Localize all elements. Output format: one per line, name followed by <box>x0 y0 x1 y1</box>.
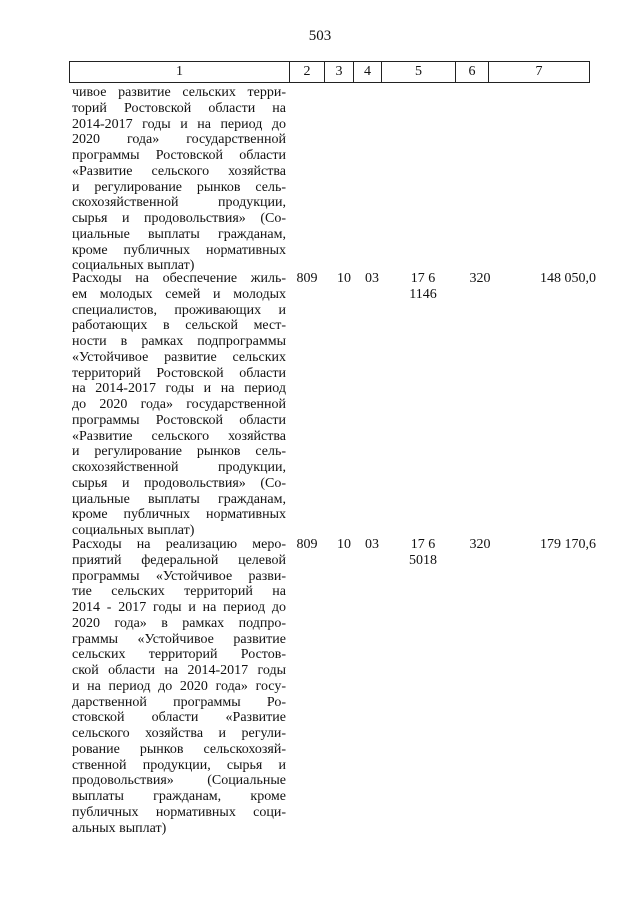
description-line: сырья и продовольствия» (Со- <box>72 475 286 491</box>
description-line: дарственной программы Ро- <box>72 694 286 710</box>
description-line: на 2014-2017 годы и на период <box>72 381 286 397</box>
description-line: кроме публичных нормативных <box>72 507 286 523</box>
page-number: 503 <box>308 28 332 44</box>
description-line: ской области на 2014-2017 годы <box>72 663 286 678</box>
description-line: рование рынков сельскохозяй- <box>72 741 286 757</box>
description-line: работающих в сельской мест- <box>72 318 286 334</box>
row-description <box>72 537 286 836</box>
description-line: циальные выплаты гражданам, <box>72 226 286 242</box>
description-line: Расходы на реализацию меро- <box>72 537 286 552</box>
cell-c3: 10 <box>337 271 351 286</box>
description-line: 2020 года» в рамках подпро- <box>72 615 286 631</box>
description-line: «Устойчивое развитие сельских <box>72 349 286 365</box>
cell-c5: 17 6 1146 <box>409 271 437 302</box>
header-col-3: 3 <box>325 62 354 82</box>
cell-c6: 320 <box>469 537 491 552</box>
cell-amount: 148 050,0 <box>540 271 596 286</box>
description-line: социальных выплат) <box>72 258 195 274</box>
description-line: публичных нормативных соци- <box>72 804 286 820</box>
description-line: программы Ростовской области <box>72 412 286 428</box>
description-line: продовольствия» (Социальные <box>72 773 286 789</box>
description-line: скохозяйственной продукции, <box>72 195 286 211</box>
description-line: ственной продукции, сырья и <box>72 757 286 773</box>
description-line: и регулирование рынков сель- <box>72 179 286 195</box>
description-line: «Развитие сельского хозяйства <box>72 163 286 179</box>
description-line: сельских территорий Ростов- <box>72 647 286 663</box>
cell-c5: 17 6 5018 <box>409 537 437 568</box>
table-header <box>69 61 590 83</box>
description-line: и регулирование рынков сель- <box>72 444 286 460</box>
description-line: специалистов, проживающих и <box>72 302 286 318</box>
description-line: циальные выплаты гражданам, <box>72 491 286 507</box>
description-line: территорий Ростовской области <box>72 365 286 381</box>
header-col-1: 1 <box>70 62 290 82</box>
description-line: программы Ростовской области <box>72 148 286 163</box>
cell-c6: 320 <box>469 271 491 286</box>
row-description <box>72 271 286 539</box>
description-line: выплаты гражданам, кроме <box>72 789 286 804</box>
description-line: приятий федеральной целевой <box>72 552 286 568</box>
description-line: стовской области «Развитие <box>72 710 286 726</box>
description-line: 2014-2017 годы и на период до <box>72 116 286 132</box>
description-line: сырья и продовольствия» (Со- <box>72 211 286 226</box>
description-line: торий Ростовской области на <box>72 100 286 116</box>
description-line: граммы «Устойчивое развитие <box>72 631 286 647</box>
cell-c3: 10 <box>337 537 351 552</box>
description-line: сельского хозяйства и регули- <box>72 726 286 741</box>
description-line: ем молодых семей и молодых <box>72 286 286 302</box>
row-description <box>72 85 286 274</box>
description-line: программы «Устойчивое разви- <box>72 568 286 584</box>
cell-c2: 809 <box>296 537 318 552</box>
description-line: 2014 - 2017 годы и на период до <box>72 600 286 615</box>
header-col-4: 4 <box>354 62 382 82</box>
description-line: ности в рамках подпрограммы <box>72 334 286 349</box>
description-line: 2020 года» государственной <box>72 132 286 148</box>
cell-c4: 03 <box>365 537 379 552</box>
description-line: чивое развитие сельских терри- <box>72 85 286 100</box>
description-line: и на период до 2020 года» госу- <box>72 678 286 694</box>
description-line: социальных выплат) <box>72 523 195 538</box>
header-col-5: 5 <box>382 62 456 82</box>
description-line: Расходы на обеспечение жиль- <box>72 271 286 286</box>
description-line: кроме публичных нормативных <box>72 242 286 258</box>
description-line: тие сельских территорий на <box>72 584 286 600</box>
description-line: до 2020 года» государственной <box>72 397 286 412</box>
cell-c4: 03 <box>365 271 379 286</box>
cell-amount: 179 170,6 <box>540 537 596 552</box>
description-line: «Развитие сельского хозяйства <box>72 428 286 444</box>
header-col-6: 6 <box>456 62 489 82</box>
description-line: альных выплат) <box>72 820 167 836</box>
header-col-7: 7 <box>535 64 543 79</box>
header-col-2: 2 <box>290 62 325 82</box>
cell-c2: 809 <box>296 271 318 286</box>
description-line: скохозяйственной продукции, <box>72 460 286 475</box>
